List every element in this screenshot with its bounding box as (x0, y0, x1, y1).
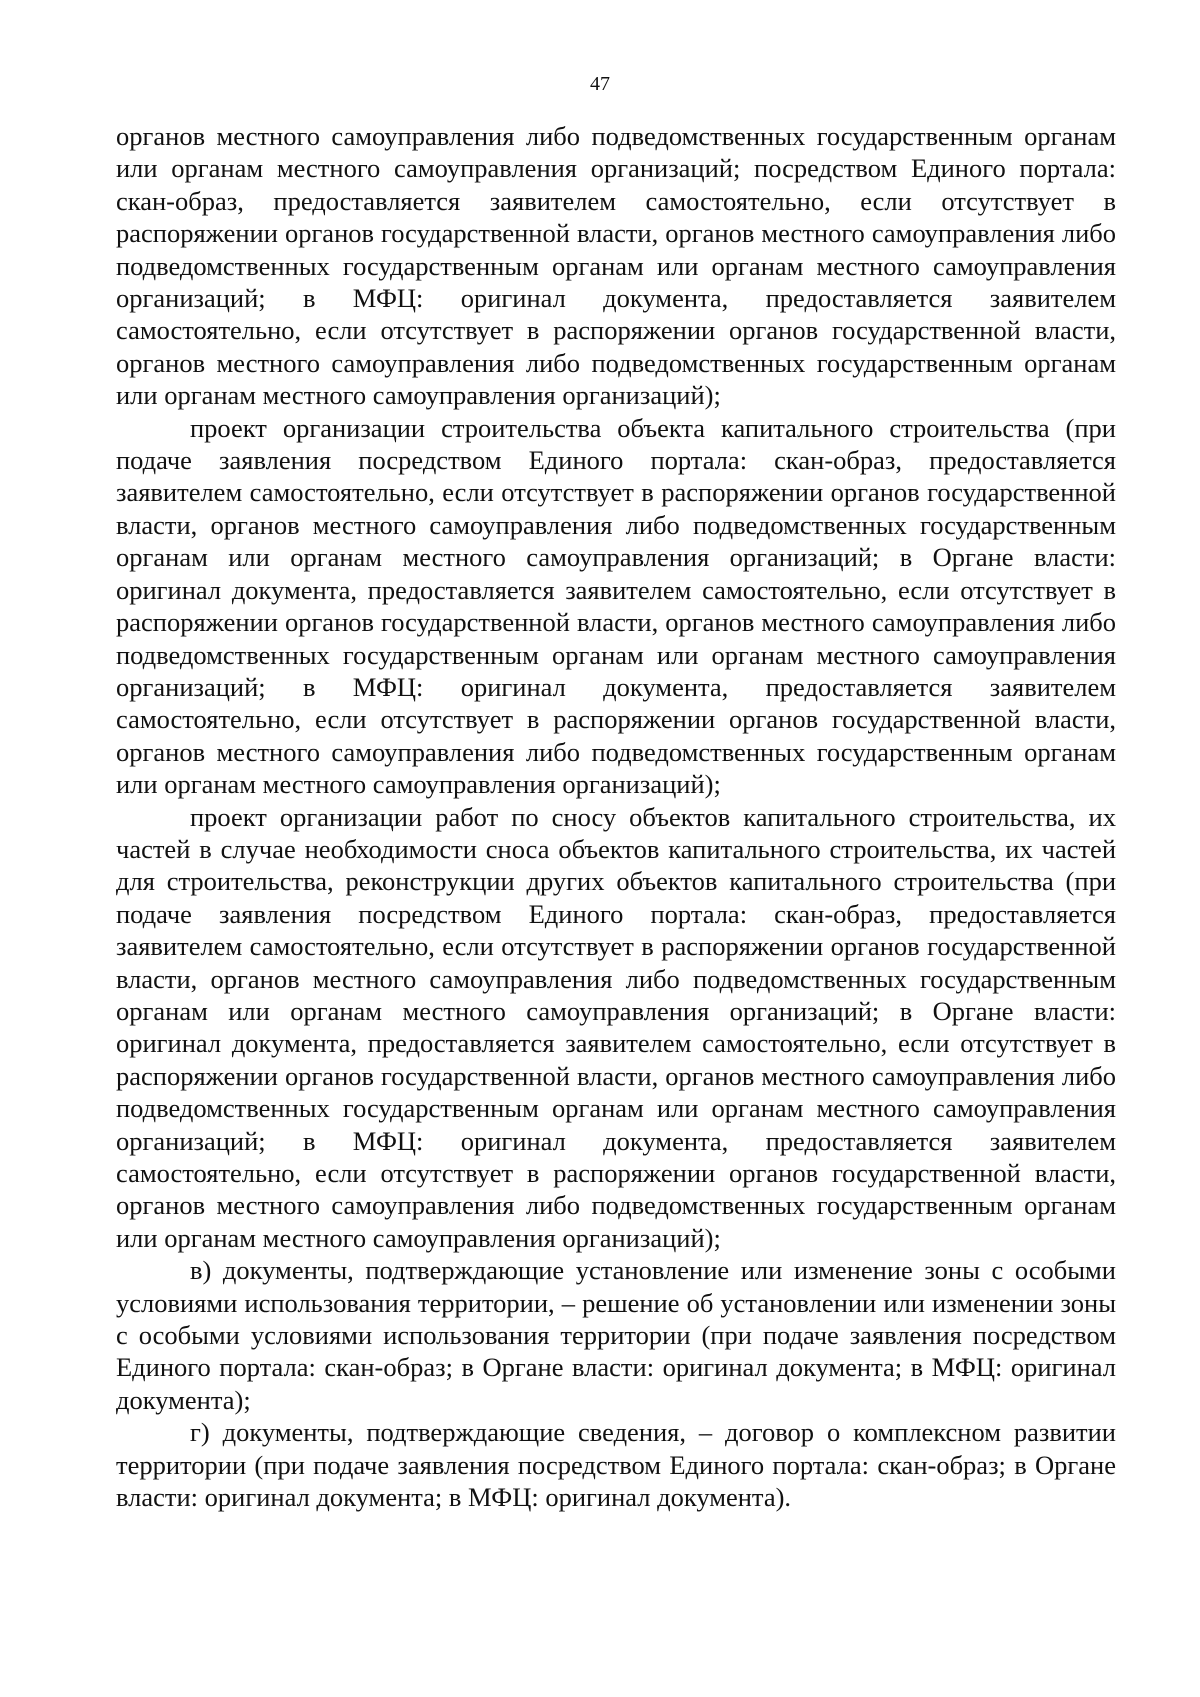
paragraph-item-v: в) документы, подтверждающие установление или изменение зоны с особыми условиями использования территории, – решение об установлении или изменении зоны с особыми условиями использования территории (при подаче заявления посредством Единого портала: скан-образ; в Органе власти: оригинал документа; в МФЦ: оригинал документа); (116, 1255, 1116, 1415)
document-body (116, 120, 1116, 1513)
paragraph-demolition-project: проект организации работ по сносу объектов капитального строительства, их частей в случае необходимости сноса объектов капитального строительства, их частей для строительства, реконструкции других объектов капитального строительства (при подаче заявления посредством Единого портала: скан-образ, предоставляется заявителем самостоятельно, если отсутствует в распоряжении органов государственной власти, органов местного самоуправления либо подведомственных государственным органам или органам местного самоуправления организаций; в Органе власти: оригинал документа, предоставляется заявителем самостоятельно, если отсутствует в распоряжении органов государственной власти, органов местного самоуправления либо подведомственных государственным органам или органам местного самоуправления организаций; в МФЦ: оригинал документа, предоставляется заявителем самостоятельно, если отсутствует в распоряжении органов государственной власти, органов местного самоуправления либо подведомственных государственным органам или органам местного самоуправления организаций); (116, 801, 1116, 1253)
paragraph-item-g: г) документы, подтверждающие сведения, – договор о комплексном развитии территории (при подаче заявления посредством Единого портала: скан-образ; в Органе власти: оригинал документа; в МФЦ: оригинал документа). (116, 1417, 1116, 1513)
page-number: 47 (590, 73, 610, 95)
paragraph-construction-project: проект организации строительства объекта капитального строительства (при подаче заявления посредством Единого портала: скан-образ, предоставляется заявителем самостоятельно, если отсутствует в распоряжении органов государственной власти, органов местного самоуправления либо подведомственных государственным органам или органам местного самоуправления организаций; в Органе власти: оригинал документа, предоставляется заявителем самостоятельно, если отсутствует в распоряжении органов государственной власти, органов местного самоуправления либо подведомственных государственным органам или органам местного самоуправления организаций; в МФЦ: оригинал документа, предоставляется заявителем самостоятельно, если отсутствует в распоряжении органов государственной власти, органов местного самоуправления либо подведомственных государственным органам или органам местного самоуправления организаций); (116, 412, 1116, 800)
paragraph-continuation: органов местного самоуправления либо подведомственных государственным органам или органам местного самоуправления организаций; посредством Единого портала: скан-образ, предоставляется заявителем самостоятельно, если отсутствует в распоряжении органов государственной власти, органов местного самоуправления либо подведомственных государственным органам или органам местного самоуправления организаций; в МФЦ: оригинал документа, предоставляется заявителем самостоятельно, если отсутствует в распоряжении органов государственной власти, органов местного самоуправления либо подведомственных государственным органам или органам местного самоуправления организаций); (116, 121, 1116, 411)
